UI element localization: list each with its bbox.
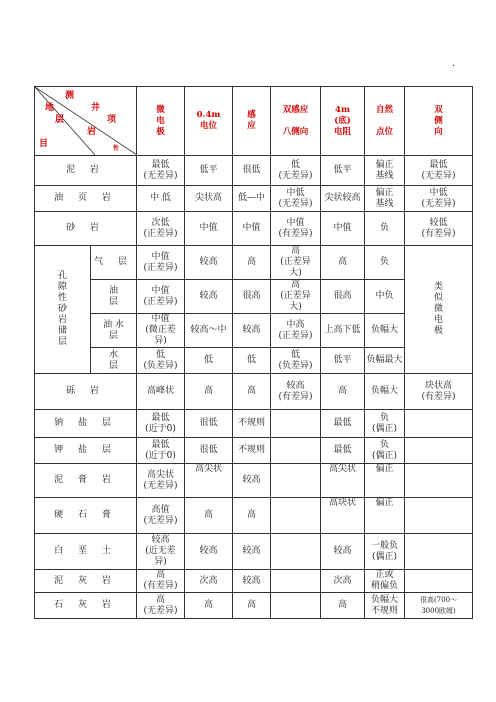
- table-cell: 较高: [233, 314, 271, 348]
- table-cell: 低平: [321, 156, 365, 186]
- col-header-dual-induction: 双感应 八侧向: [271, 87, 321, 156]
- table-cell: 负: [365, 212, 405, 246]
- page-dot: .: [452, 58, 456, 69]
- rock-name-cell: 油 页 岩: [35, 186, 137, 212]
- table-cell: 最低 (无差异): [405, 156, 473, 186]
- table-cell: 偏正 基线: [365, 186, 405, 212]
- table-cell: 高: [185, 374, 233, 410]
- table-cell: 高: [321, 246, 365, 280]
- table-cell: 很低: [185, 410, 233, 438]
- table-cell: 较高: [233, 534, 271, 570]
- table-cell: 尖状高: [185, 186, 233, 212]
- layer-name-cell: 水 层: [91, 348, 137, 374]
- table-cell: 高: [233, 593, 271, 619]
- table-cell: 较高: [185, 534, 233, 570]
- table-cell: 中低 (无差异): [271, 186, 321, 212]
- table-cell: 低平: [321, 348, 365, 374]
- table-cell: 正或 稍偏负: [365, 570, 405, 593]
- table-cell: [271, 438, 321, 464]
- table-cell: 次低 (正差异): [137, 212, 185, 246]
- table-row: [35, 593, 473, 619]
- table-cell: 高块状: [321, 498, 365, 534]
- table-cell: 负幅大 不规则: [365, 593, 405, 619]
- table-cell: 低—中: [233, 186, 271, 212]
- layer-name-cell: 气 层: [91, 246, 137, 280]
- table-cell: 中值: [233, 212, 271, 246]
- table-cell: 高 (无差异): [137, 593, 185, 619]
- table-row: [35, 464, 473, 498]
- table-cell: 中值: [185, 212, 233, 246]
- table-cell: 较高: [185, 246, 233, 280]
- header-row: [35, 87, 473, 156]
- table-cell: [405, 410, 473, 438]
- col-header-spontaneous: 自然 点位: [365, 87, 405, 156]
- layer-name-cell: 油 层: [91, 280, 137, 314]
- table-cell: 最低 (近于0): [137, 410, 185, 438]
- table-cell: 很高(700～ 3000欧姆): [405, 593, 473, 619]
- table-row: [35, 570, 473, 593]
- table-cell: 较高: [185, 280, 233, 314]
- table-row: [35, 246, 473, 280]
- table-cell: 高峰状: [137, 374, 185, 410]
- table-cell: 高 (有差异): [137, 570, 185, 593]
- table-cell: 高: [185, 498, 233, 534]
- rock-name-cell: 石 灰 岩: [35, 593, 137, 619]
- table-cell: 偏正 基线: [365, 156, 405, 186]
- table-cell: 中负: [365, 280, 405, 314]
- table-cell: 较高～中: [185, 314, 233, 348]
- table-cell: 一般负 (偶正): [365, 534, 405, 570]
- table-cell: 负: [365, 246, 405, 280]
- col-header-micro-electrode: 微 电 极: [137, 87, 185, 156]
- table-cell: [405, 464, 473, 498]
- table-cell: 高值 (无差异): [137, 498, 185, 534]
- table-cell: 次高: [185, 570, 233, 593]
- diag-label: 层: [55, 115, 65, 125]
- table-cell: 次高: [321, 570, 365, 593]
- table-cell: 中值 (正差异): [137, 280, 185, 314]
- rock-name-cell: 硬 石 膏: [35, 498, 137, 534]
- diag-label: 项: [107, 115, 117, 125]
- table-cell: 很低: [233, 156, 271, 186]
- table-cell: 上高下低: [321, 314, 365, 348]
- table-cell: [271, 498, 321, 534]
- table-row: [35, 410, 473, 438]
- table-cell: 低 (负差异): [271, 348, 321, 374]
- table-cell: 高: [233, 246, 271, 280]
- table-cell: 低平: [185, 156, 233, 186]
- table-cell: 高尖状: [321, 464, 365, 498]
- table-cell: [271, 410, 321, 438]
- table-cell: 较高: [321, 534, 365, 570]
- table-cell: 中值 (微正差 异): [137, 314, 185, 348]
- table-cell: 不规则: [233, 410, 271, 438]
- rock-name-cell: 泥 灰 岩: [35, 570, 137, 593]
- table-cell: 较高 (有差异): [271, 374, 321, 410]
- table-cell: [271, 570, 321, 593]
- table-cell: 较高: [233, 464, 271, 498]
- table-cell: [405, 534, 473, 570]
- table-cell: 块状高 (有差异): [405, 374, 473, 410]
- table-cell: 负 (偶正): [365, 438, 405, 464]
- col-header-04m-potential: 0.4m 电位: [185, 87, 233, 156]
- table-cell: 偏正: [365, 464, 405, 498]
- table-cell: 偏正: [365, 498, 405, 534]
- diag-label: 目: [39, 139, 49, 149]
- table-cell: 最低 (近于0): [137, 438, 185, 464]
- table-row: [35, 534, 473, 570]
- table-cell: 中 低: [137, 186, 185, 212]
- table-cell: 高: [321, 374, 365, 410]
- table-cell: 中值: [321, 212, 365, 246]
- table-cell: 中值 (正差异): [137, 246, 185, 280]
- table-cell: 高: [321, 593, 365, 619]
- rock-name-cell: 砂 岩: [35, 212, 137, 246]
- table-row: [35, 498, 473, 534]
- rock-name-cell: 白 垩 土: [35, 534, 137, 570]
- table-cell: 负 (偶正): [365, 410, 405, 438]
- table-cell: 负幅大: [365, 374, 405, 410]
- table-cell: [271, 534, 321, 570]
- table-cell: 高: [233, 498, 271, 534]
- table-cell: 低: [233, 348, 271, 374]
- table-cell: 高尖状 (无差异): [137, 464, 185, 498]
- table-row: [35, 438, 473, 464]
- table-cell: [271, 464, 321, 498]
- col-header-4m-resistivity: 4m (底) 电阻: [321, 87, 365, 156]
- diag-label: 测: [65, 91, 75, 101]
- table-row: [35, 374, 473, 410]
- layer-name-cell: 油 水 层: [91, 314, 137, 348]
- table-row: [35, 212, 473, 246]
- table-cell: 最低 (无差异): [137, 156, 185, 186]
- table-cell: 高: [185, 593, 233, 619]
- table-cell: 高: [233, 374, 271, 410]
- rock-name-cell: 钠 盐 层: [35, 410, 137, 438]
- table-cell: 高 (正差异 大): [271, 246, 321, 280]
- table-cell: 较高 (近无差 异): [137, 534, 185, 570]
- diag-label: 性: [113, 145, 120, 152]
- diagonal-header-cell: [35, 87, 137, 156]
- diag-label: 地: [45, 103, 55, 113]
- table-cell: 低: [185, 348, 233, 374]
- table-cell: 中低 (无差异): [405, 186, 473, 212]
- table-row: [35, 156, 473, 186]
- table-cell: 很高: [233, 280, 271, 314]
- table-cell: 很高: [321, 280, 365, 314]
- table-cell: 较高: [233, 570, 271, 593]
- table-cell: [405, 498, 473, 534]
- rock-name-cell: 砾 岩: [35, 374, 137, 410]
- col-header-dual-laterolog: 双 侧 向: [405, 87, 473, 156]
- table-cell: 不规则: [233, 438, 271, 464]
- similar-micro-electrode-cell: 类 似 微 电 极: [405, 246, 473, 374]
- table-cell: 中值 (有差异): [271, 212, 321, 246]
- diagonal-lines: [35, 87, 137, 155]
- diag-label: 井: [91, 103, 101, 113]
- table-cell: 最低: [321, 410, 365, 438]
- rock-name-cell: 钾 盐 层: [35, 438, 137, 464]
- table-cell: [405, 438, 473, 464]
- table-cell: [405, 570, 473, 593]
- diag-label: 岩: [87, 127, 97, 137]
- table-cell: 高尖状: [185, 464, 233, 498]
- rock-name-cell: 泥 岩: [35, 156, 137, 186]
- rock-name-cell: 泥 膏 岩: [35, 464, 137, 498]
- table-cell: 中高 (正差异): [271, 314, 321, 348]
- table-cell: 很低: [185, 438, 233, 464]
- table-cell: [271, 593, 321, 619]
- table-cell: 负幅最大: [365, 348, 405, 374]
- table-cell: 高 (正差异 大): [271, 280, 321, 314]
- table-cell: 低 (负差异): [137, 348, 185, 374]
- table-row: [35, 186, 473, 212]
- table-cell: 低 (无差异): [271, 156, 321, 186]
- table-cell: 最低: [321, 438, 365, 464]
- reservoir-group-label: 孔 隙 性 砂 岩 储 层: [35, 246, 91, 374]
- table-cell: 较低 (有差异): [405, 212, 473, 246]
- col-header-induction: 感 应: [233, 87, 271, 156]
- table-cell: 负幅大: [365, 314, 405, 348]
- well-log-response-table: [34, 86, 473, 619]
- table-cell: 尖状较高: [321, 186, 365, 212]
